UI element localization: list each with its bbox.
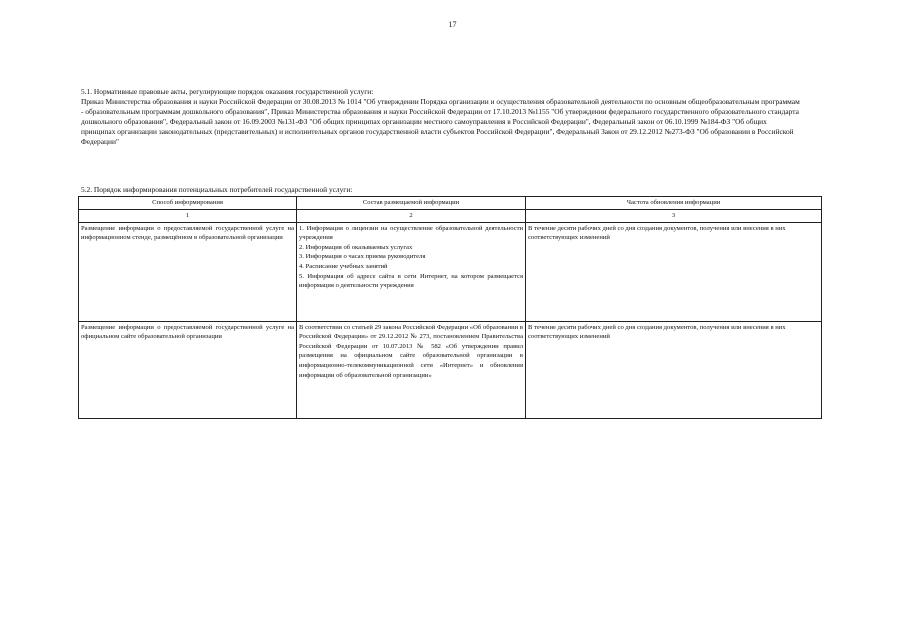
legal-acts-heading: 5.1. Нормативные правовые акты, регулирующие порядок оказания государственной услуги: (81, 87, 374, 96)
column-header-frequency: Частота обновления информации (526, 197, 822, 210)
table-row (79, 321, 822, 418)
content-cell (297, 321, 526, 418)
content-item: 3. Информация о часах приема руководителя (299, 253, 426, 261)
legal-acts-section (81, 87, 801, 147)
method-cell: Размещение информации о предоставляемой государственной услуге на официальном сайте образовательной организации (79, 321, 297, 418)
column-number: 2 (297, 210, 526, 223)
legal-acts-text: Приказ Министерства образования и науки Российской Федерации от 30.08.2013 № 1014 "Об утверждении Порядка организации и осуществления образовательной деятельности по основным общеобразовательным программам - образовательным программам дошкольного образования", Приказ Министерства образования и науки Российской Федерации от 17.10.2013 №1155 "Об утверждении федерального государственного образовательного стандарта дошкольного образования", Федеральный закон от 16.09.2003 №131-ФЗ "Об общих принципах организации местного самоуправления в Российской Федерации", Федеральный закон от 06.10.1999 №184-ФЗ "Об общих принципах организации законодательных (представительных) и исполнительных органов государственной власти субъектов Российской Федерации", Федеральный Закон от 29.12.2012 №273-ФЗ "Об образовании в Российской Федерации" (81, 97, 800, 146)
frequency-cell: В течение десяти рабочих дней со дня создания документов, получения или внесения в них соответствующих изменений (526, 222, 822, 321)
content-item: 2. Информация об оказываемых услугах (299, 243, 413, 251)
method-cell: Размещение информации о предоставляемой государственной услуге на информационном стенде, размещённом в образовательной организации (79, 222, 297, 321)
content-item: 1. Информация о лицензии на осуществление образовательной деятельности учреждения (299, 224, 523, 242)
table-header-row (79, 197, 822, 210)
table-row (79, 222, 822, 321)
column-header-content: Состав размещаемой информации (297, 197, 526, 210)
column-number: 3 (526, 210, 822, 223)
column-number: 1 (79, 210, 297, 223)
informing-procedure-heading: 5.2. Порядок информирования потенциальных потребителей государственной услуги: (81, 185, 353, 194)
content-item: 5. Информация об адресе сайта в сети Интернет, на котором размещается информация о деятельности учреждения (299, 272, 523, 290)
informing-table (78, 196, 822, 419)
frequency-cell: В течение десяти рабочих дней со дня создания документов, получения или внесения в них соответствующих изменений (526, 321, 822, 418)
content-cell (297, 222, 526, 321)
content-item: В соответствии со статьей 29 закона Российской Федерации «Об образовании в Российской Федерации» от 29.12.2012 № 273, постановлением Правительства Российской Федерации от 10.07.2013 № 582 «Об утверждении правил размещения на официальном сайте образовательной организации в информационно-телекоммуникационной сети «Интернет» и обновления информации об образовательной организации» (299, 323, 523, 379)
column-number-row (79, 210, 822, 223)
content-item: 4. Расписание учебных занятий (299, 262, 388, 270)
column-header-method: Способ информирования (79, 197, 297, 210)
page-number: 17 (448, 20, 457, 29)
